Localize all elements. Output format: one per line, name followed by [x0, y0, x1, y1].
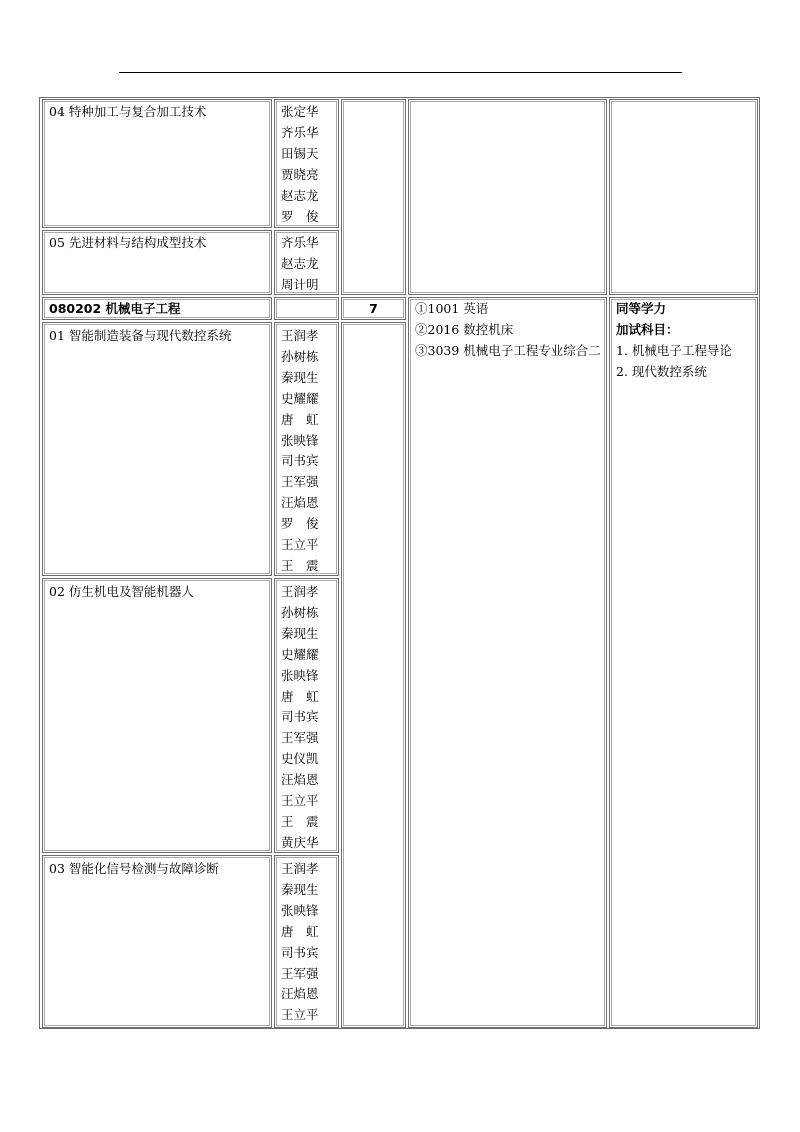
tutor-name: 秦现生 — [281, 369, 319, 385]
direction-02-cell — [42, 578, 272, 853]
tutor-name: 赵志龙 — [281, 187, 319, 203]
direction-01-tutors — [274, 322, 339, 576]
tutor-name: 史仪凯 — [281, 751, 319, 767]
tutor-name: 唐 虹 — [281, 923, 319, 939]
tutor-name: 孙树栋 — [281, 348, 319, 364]
direction-01-name: 01 智能制造装备与现代数控系统 — [49, 328, 232, 343]
tutor-name: 周计明 — [281, 276, 319, 292]
direction-01-cell — [42, 322, 272, 576]
tutor-name: 王军强 — [281, 730, 319, 746]
tutor-name: 汪焰恩 — [281, 986, 319, 1002]
direction-05-tutors — [274, 230, 339, 295]
tutor-list — [281, 233, 319, 296]
enrollment-count: 7 — [369, 301, 378, 316]
tutor-name: 司书宾 — [281, 709, 319, 725]
tutor-name: 唐 虹 — [281, 688, 319, 704]
tutor-name: 秦现生 — [281, 625, 319, 641]
notes-subtitle: 加试科目： — [616, 322, 679, 337]
tutor-name: 齐乐华 — [281, 124, 319, 140]
notes-cell-top — [609, 99, 758, 295]
tutor-name: 齐乐华 — [281, 235, 319, 250]
exam-subjects-cell — [408, 297, 607, 1028]
direction-05-name: 05 先进材料与结构成型技术 — [49, 235, 207, 250]
tutor-name: 王润孝 — [281, 328, 319, 343]
tutor-name: 孙树栋 — [281, 604, 319, 620]
tutor-list — [281, 326, 319, 577]
notes-item: 1. 机械电子工程导论 — [616, 343, 732, 358]
major-enrollment-cell — [341, 297, 406, 320]
tutor-name: 王润孝 — [281, 584, 319, 599]
exam-subject: ①1001 英语 — [415, 301, 489, 316]
direction-03-cell — [42, 855, 272, 1028]
tutor-name: 罗 俊 — [281, 516, 319, 532]
direction-02-name: 02 仿生机电及智能机器人 — [49, 584, 194, 599]
tutor-list — [281, 582, 319, 854]
tutor-name: 司书宾 — [281, 944, 319, 960]
major-code-cell — [42, 297, 272, 320]
tutor-name: 王军强 — [281, 474, 319, 490]
tutor-name: 黄庆华 — [281, 834, 319, 850]
tutor-name: 唐 虹 — [281, 411, 319, 427]
tutor-name: 张映锋 — [281, 902, 319, 918]
exam-cell-top — [408, 99, 607, 295]
tutor-name: 史耀耀 — [281, 390, 319, 406]
tutor-name: 田锡天 — [281, 145, 319, 161]
enrollment-cell-body — [341, 322, 406, 1028]
tutor-list — [281, 102, 319, 227]
enrollment-cell-top — [341, 99, 406, 295]
notes-item: 2. 现代数控系统 — [616, 364, 707, 379]
tutor-name: 王军强 — [281, 965, 319, 981]
direction-04-cell — [42, 99, 272, 228]
tutor-name: 汪焰恩 — [281, 772, 319, 788]
tutor-name: 王立平 — [281, 537, 319, 553]
tutor-list — [281, 859, 319, 1026]
direction-04-name: 04 特种加工与复合加工技术 — [49, 104, 207, 119]
direction-03-name: 03 智能化信号检测与故障诊断 — [49, 861, 219, 876]
tutor-name: 张映锋 — [281, 432, 319, 448]
header-rule — [119, 72, 682, 73]
tutor-name: 汪焰恩 — [281, 495, 319, 511]
tutor-name: 史耀耀 — [281, 646, 319, 662]
direction-05-cell — [42, 230, 272, 295]
notes-cell — [609, 297, 758, 1028]
tutor-name: 王 震 — [281, 813, 319, 829]
major-tutor-cell — [274, 297, 339, 320]
tutor-name: 贾晓亮 — [281, 166, 319, 182]
tutor-name: 秦现生 — [281, 881, 319, 897]
tutor-name: 张映锋 — [281, 667, 319, 683]
direction-04-tutors — [274, 99, 339, 228]
tutor-name: 张定华 — [281, 104, 319, 119]
tutor-name: 罗 俊 — [281, 208, 319, 224]
exam-subject: ②2016 数控机床 — [415, 322, 514, 337]
tutor-name: 赵志龙 — [281, 255, 319, 271]
direction-02-tutors — [274, 578, 339, 853]
tutor-name: 司书宾 — [281, 453, 319, 469]
tutor-name: 王立平 — [281, 1007, 319, 1023]
notes-title: 同等学力 — [616, 301, 667, 316]
direction-03-tutors — [274, 855, 339, 1028]
tutor-name: 王立平 — [281, 793, 319, 809]
major-title: 080202 机械电子工程 — [49, 301, 181, 316]
tutor-name: 王润孝 — [281, 861, 319, 876]
tutor-name: 王 震 — [281, 557, 319, 573]
exam-subject: ③3039 机械电子工程专业综合二 — [415, 343, 601, 358]
